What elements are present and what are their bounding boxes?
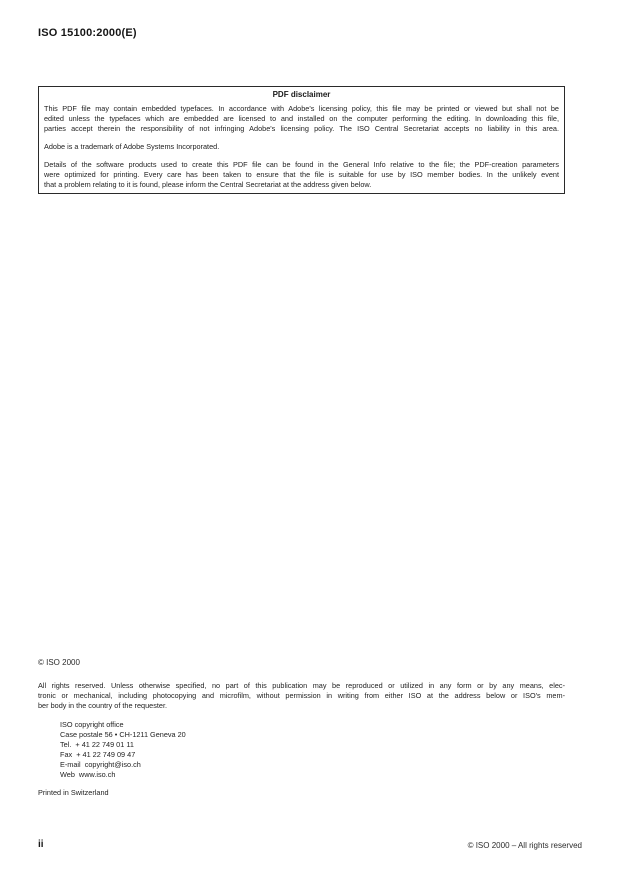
copyright-office-address [60, 720, 186, 780]
disclaimer-line: that a problem relating to it is found, please inform the Central Secretariat at the address given below. [44, 180, 372, 189]
disclaimer-line: Adobe is a trademark of Adobe Systems Incorporated. [44, 142, 220, 151]
footer-copyright-note: © ISO 2000 – All rights reserved [467, 841, 582, 850]
rights-line: All rights reserved. Unless otherwise specified, no part of this publication may be reproduced or utilized in any form or by any means, elec- [38, 681, 565, 690]
office-tel-line: Tel. + 41 22 749 01 11 [60, 740, 134, 749]
rights-line: tronic or mechanical, including photocopying and microfilm, without permission in writing from either ISO at the address below or ISO's mem- [38, 691, 565, 700]
document-number-header: ISO 15100:2000(E) [38, 27, 137, 39]
office-name-line: ISO copyright office [60, 720, 124, 729]
disclaimer-paragraph-1 [44, 104, 559, 134]
pdf-disclaimer-box [38, 86, 565, 194]
office-postal-line: Case postale 56 • CH-1211 Geneva 20 [60, 730, 186, 739]
disclaimer-line: This PDF file may contain embedded typefaces. In accordance with Adobe's licensing policy, this file may be printed or viewed but shall not be [44, 104, 559, 113]
disclaimer-paragraph-3 [44, 160, 559, 190]
pdf-disclaimer-title: PDF disclaimer [272, 90, 331, 99]
disclaimer-line: Details of the software products used to create this PDF file can be found in the General Info relative to the file; the PDF-creation parameters [44, 160, 559, 169]
office-fax-line: Fax + 41 22 749 09 47 [60, 750, 136, 759]
office-web-line: Web www.iso.ch [60, 770, 116, 779]
disclaimer-paragraph-2 [44, 142, 559, 152]
copyright-notice: © ISO 2000 [38, 658, 80, 667]
footer-page-number: ii [38, 839, 44, 850]
disclaimer-line: were optimized for printing. Every care has been taken to ensure that the file is suitable for use by ISO member bodies. In the unlikely event [44, 170, 559, 179]
office-email-line: E-mail copyright@iso.ch [60, 760, 141, 769]
disclaimer-line: parties accept therein the responsibility of not infringing Adobe's licensing policy. The ISO Central Secretariat accepts no liability in this area. [44, 124, 559, 133]
rights-line: ber body in the country of the requester. [38, 701, 167, 710]
printed-in-note: Printed in Switzerland [38, 788, 109, 797]
disclaimer-line: edited unless the typefaces which are embedded are licensed to and installed on the computer performing the editing. In downloading this file, [44, 114, 559, 123]
rights-reserved-paragraph [38, 681, 565, 711]
